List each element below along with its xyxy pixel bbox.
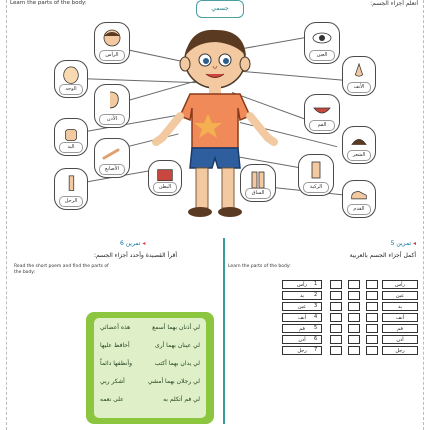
label-fingers: الأصابع <box>99 164 125 175</box>
label-mouth: الفم <box>309 120 335 131</box>
answer-box[interactable] <box>330 335 342 344</box>
answer-box[interactable] <box>366 280 378 289</box>
answer-box[interactable] <box>348 324 360 333</box>
poem-line: أشكر ربي <box>100 378 125 385</box>
eye-icon <box>310 28 334 48</box>
label-knee: الركبة <box>303 182 329 193</box>
table-row <box>0 280 430 289</box>
part-card-nose <box>342 56 376 96</box>
row-number: 2 <box>314 292 318 298</box>
part-card-foot <box>342 180 376 218</box>
poem-line: هذه أعضائي <box>100 324 131 331</box>
answer-box[interactable] <box>348 302 360 311</box>
answer-box[interactable] <box>366 335 378 344</box>
foot-icon <box>348 186 370 204</box>
part-card-head <box>94 22 130 64</box>
head-icon <box>100 28 124 48</box>
label-face: الوجه <box>59 84 83 95</box>
label-eye: العين <box>309 50 335 61</box>
label-foot: القدم <box>347 204 371 215</box>
english-heading: Learn the parts of the body: <box>10 0 87 6</box>
answer-box[interactable] <box>348 313 360 322</box>
table-word-cell: رجل <box>382 346 418 355</box>
part-card-knee <box>298 154 334 196</box>
answer-box[interactable] <box>366 346 378 355</box>
answer-box[interactable] <box>330 346 342 355</box>
part-card-fingers <box>94 138 130 178</box>
row-number: 7 <box>314 347 318 353</box>
poem-line: أحافظ عليها <box>100 342 130 349</box>
label-shin: الساق <box>245 188 271 199</box>
leg-icon <box>60 174 82 192</box>
label-belly: البطن <box>153 182 177 193</box>
poem-line: لي رجلان بهما أمشي <box>147 378 200 385</box>
part-card-face <box>54 60 88 98</box>
part-card-mouth <box>304 94 340 134</box>
row-number: 3 <box>314 303 318 309</box>
table-word-cell: عين <box>382 291 418 300</box>
part-card-ear <box>94 84 130 128</box>
mouth-icon <box>310 100 334 120</box>
hair-icon <box>348 132 370 150</box>
table-answer-cell[interactable]: يد <box>282 291 322 300</box>
exercise-5-instruction-ar: أكمل أجزاء الجسم بالعربية <box>349 252 416 259</box>
table-row <box>0 302 430 311</box>
exercise-6-number: ◂ تمرين 6 <box>120 240 146 247</box>
table-answer-cell[interactable]: عين <box>282 302 322 311</box>
answer-box[interactable] <box>348 346 360 355</box>
answer-box[interactable] <box>330 291 342 300</box>
table-row <box>0 313 430 322</box>
label-head: الرأس <box>99 50 125 61</box>
table-row <box>0 324 430 333</box>
label-hair: الشعر <box>347 150 371 161</box>
label-ear: الأذن <box>99 114 125 125</box>
exercise-6-instruction-en: Read the short poem and find the parts of the body: <box>14 264 109 275</box>
title-box: جسمي <box>196 0 244 18</box>
hand-icon <box>60 124 82 142</box>
poem-line: لي فم أتكلم به <box>163 396 200 403</box>
fingers-icon <box>100 144 124 164</box>
table-word-cell: رأس <box>382 280 418 289</box>
answer-box[interactable] <box>366 324 378 333</box>
body-parts-diagram <box>0 14 430 226</box>
part-card-leg <box>54 168 88 210</box>
arabic-heading: أتعلم أجزاء الجسم: <box>370 0 418 7</box>
row-number: 1 <box>314 281 318 287</box>
label-hand: اليد <box>59 142 83 153</box>
exercise-5-number: ◂ تمرين 5 <box>390 240 416 247</box>
table-word-cell: فم <box>382 324 418 333</box>
poem-card <box>94 318 206 418</box>
table-row <box>0 346 430 355</box>
answer-box[interactable] <box>366 313 378 322</box>
table-word-cell: يد <box>382 302 418 311</box>
answer-box[interactable] <box>330 280 342 289</box>
table-word-cell: أنف <box>382 313 418 322</box>
answer-box[interactable] <box>348 335 360 344</box>
answer-box[interactable] <box>330 313 342 322</box>
shin-icon <box>246 170 270 190</box>
ear-icon <box>100 90 124 110</box>
part-card-eye <box>304 22 340 64</box>
table-answer-cell[interactable]: أنف <box>282 313 322 322</box>
answer-box[interactable] <box>366 291 378 300</box>
knee-icon <box>304 160 328 180</box>
row-number: 5 <box>314 325 318 331</box>
exercise-6-instruction-ar: أقرأ القصيدة وأحدد أجزاء الجسم: <box>94 252 177 259</box>
row-number: 6 <box>314 336 318 342</box>
answer-box[interactable] <box>366 302 378 311</box>
face-icon <box>60 66 82 84</box>
table-answer-cell[interactable]: رجل <box>282 346 322 355</box>
answer-box[interactable] <box>330 302 342 311</box>
table-answer-cell[interactable]: رأس <box>282 280 322 289</box>
answer-box[interactable] <box>348 280 360 289</box>
label-leg: الرجل <box>59 196 83 207</box>
table-answer-cell[interactable]: فم <box>282 324 322 333</box>
part-card-hair <box>342 126 376 164</box>
answer-box[interactable] <box>348 291 360 300</box>
poem-line: لي يدان بهما أكتب <box>154 360 200 367</box>
poem-line: على نعمه <box>100 396 124 403</box>
part-card-belly <box>148 160 182 196</box>
table-word-cell: أذن <box>382 335 418 344</box>
table-row <box>0 335 430 344</box>
part-card-shin <box>240 164 276 202</box>
poem-line: وأنظفها دائماً <box>100 360 132 367</box>
table-row <box>0 291 430 300</box>
poem-line: لي أذنان بهما أسمع <box>152 324 200 331</box>
answer-box[interactable] <box>330 324 342 333</box>
nose-icon <box>348 62 370 80</box>
exercise-5-instruction-en: Learn the parts of the body: <box>228 264 291 269</box>
table-answer-cell[interactable]: أذن <box>282 335 322 344</box>
label-nose: الأنف <box>347 82 371 93</box>
poem-line: لي عينان بهما أرى <box>155 342 200 349</box>
part-card-hand <box>54 118 88 156</box>
row-number: 4 <box>314 314 318 320</box>
